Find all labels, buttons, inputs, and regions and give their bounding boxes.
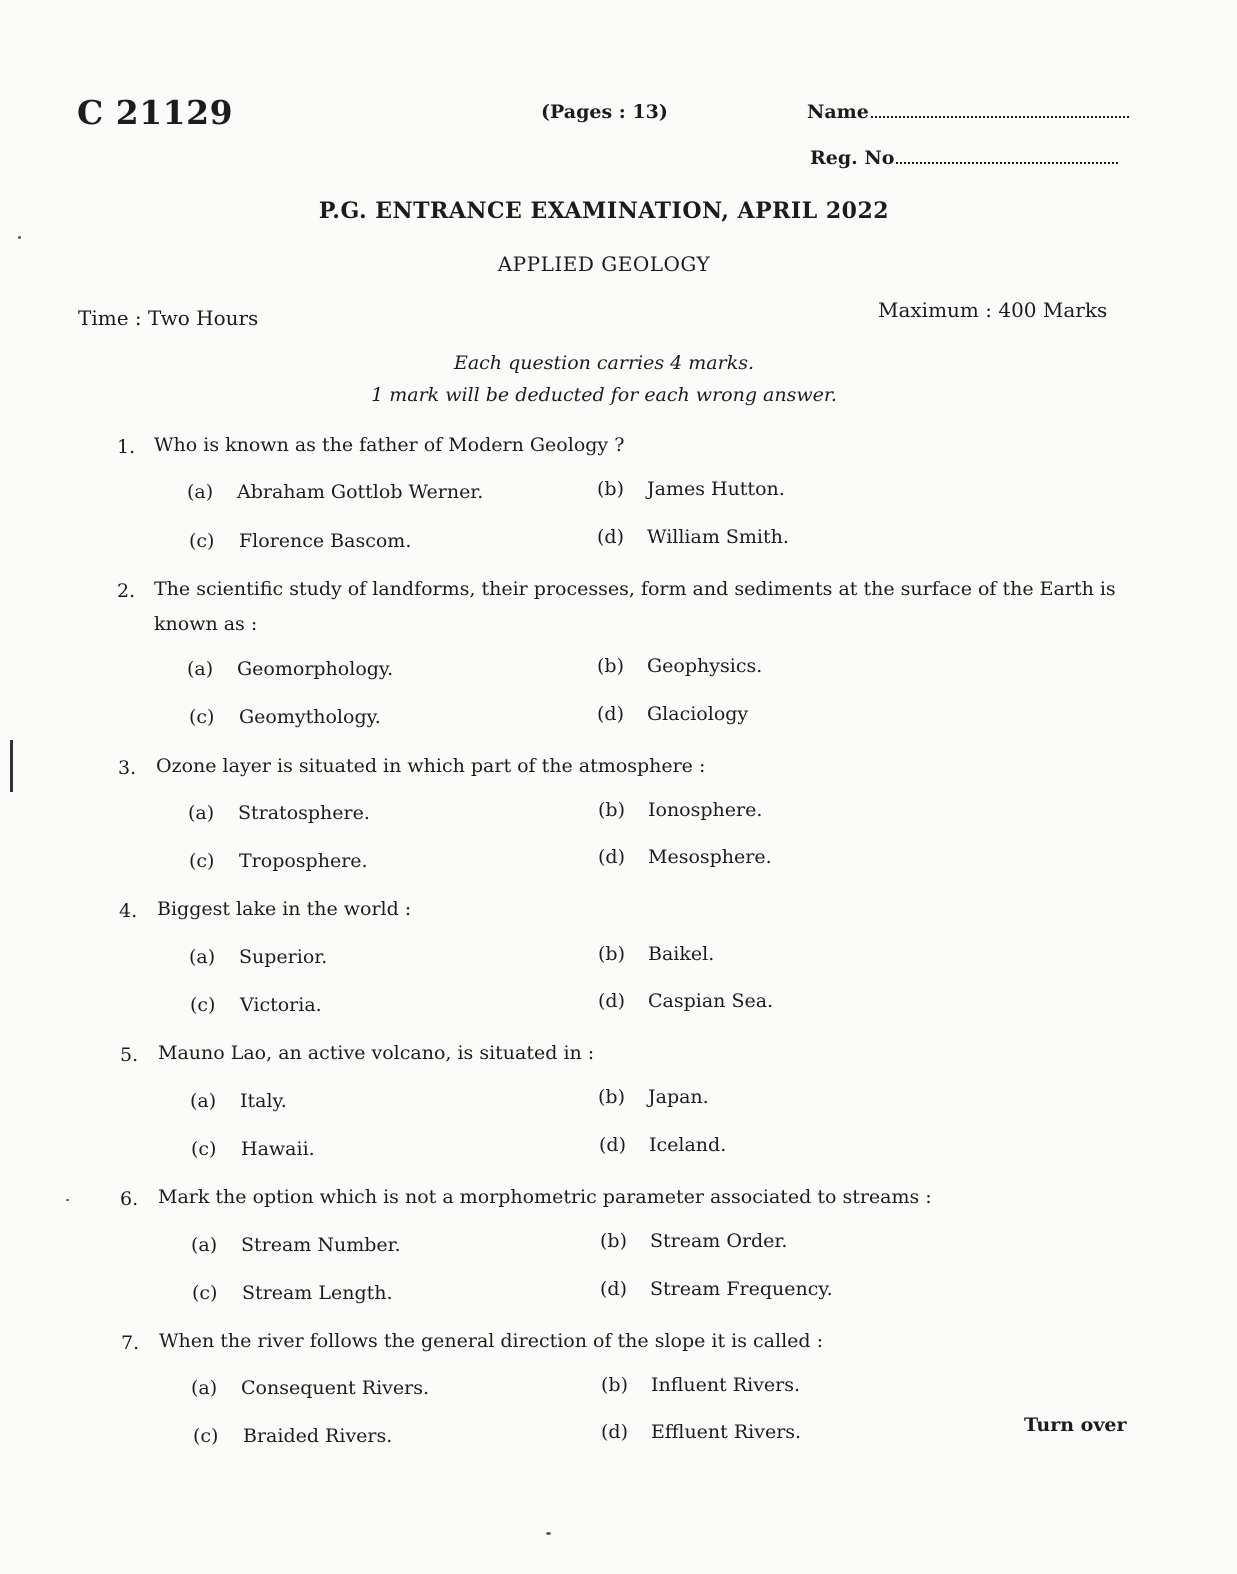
option-a <box>191 1377 429 1399</box>
option-text: Ionosphere. <box>648 799 763 821</box>
option-text: Troposphere. <box>239 850 368 872</box>
option-text: Stream Length. <box>242 1282 393 1304</box>
option-text: Geomorphology. <box>237 658 394 680</box>
option-c <box>189 530 411 552</box>
question-text: Who is known as the father of Modern Geology ? <box>154 434 625 456</box>
option-text: Victoria. <box>240 994 322 1016</box>
question-number: 4. <box>119 900 138 922</box>
option-b <box>597 655 762 677</box>
question-number: 7. <box>121 1332 140 1354</box>
question-text: Mark the option which is not a morphometric parameter associated to streams : <box>158 1186 932 1208</box>
option-label: (d) <box>597 703 624 725</box>
name-label: Name <box>807 101 869 123</box>
option-text: Abraham Gottlob Werner. <box>237 481 484 503</box>
option-d <box>597 526 789 548</box>
question-number: 2. <box>117 580 136 602</box>
option-c <box>189 850 368 872</box>
option-b <box>598 799 762 821</box>
question-text: Biggest lake in the world : <box>157 898 412 920</box>
option-text: Effluent Rivers. <box>651 1421 802 1443</box>
option-d <box>600 1278 833 1300</box>
option-text: James Hutton. <box>647 478 785 500</box>
option-label: (d) <box>597 526 624 548</box>
option-b <box>598 943 714 965</box>
option-label: (b) <box>601 1374 628 1396</box>
option-text: Geophysics. <box>647 655 763 677</box>
option-label: (c) <box>191 1138 217 1160</box>
option-label: (b) <box>598 799 625 821</box>
turn-over-note: Turn over <box>1024 1414 1127 1436</box>
question-text: The scientific study of landforms, their processes, form and sediments at the surface of the Earth is known as : <box>154 578 1116 635</box>
option-c <box>189 706 381 728</box>
option-text: Baikel. <box>648 943 715 965</box>
instruction-negative: 1 mark will be deducted for each wrong answer. <box>371 384 837 406</box>
instruction-marks: Each question carries 4 marks. <box>453 352 755 374</box>
option-a <box>187 658 393 680</box>
option-label: (c) <box>189 850 215 872</box>
option-d <box>599 1134 726 1156</box>
paper-code: C 21129 <box>77 93 234 132</box>
reg-no-dotted-line <box>896 162 1118 164</box>
option-label: (d) <box>599 1134 626 1156</box>
option-label: (b) <box>600 1230 627 1252</box>
name-dotted-line <box>871 116 1129 118</box>
option-text: Stream Frequency. <box>650 1278 833 1300</box>
option-label: (a) <box>191 1234 218 1256</box>
option-label: (a) <box>188 802 215 824</box>
option-c <box>191 1138 315 1160</box>
option-label: (b) <box>597 655 624 677</box>
max-marks: Maximum : 400 Marks <box>878 298 1108 322</box>
option-c <box>192 1282 393 1304</box>
option-label: (c) <box>189 530 215 552</box>
option-text: Stratosphere. <box>238 802 370 824</box>
option-label: (d) <box>598 846 625 868</box>
question-number: 3. <box>118 757 137 779</box>
option-a <box>189 946 327 968</box>
option-text: Stream Number. <box>241 1234 401 1256</box>
reg-no-label: Reg. No <box>810 147 895 169</box>
option-b <box>597 478 785 500</box>
exam-time: Time : Two Hours <box>78 306 259 330</box>
option-c <box>190 994 322 1016</box>
option-b <box>601 1374 800 1396</box>
option-label: (a) <box>187 658 214 680</box>
option-a <box>187 481 483 503</box>
option-d <box>601 1421 801 1443</box>
option-d <box>597 703 748 725</box>
option-text: Italy. <box>240 1090 287 1112</box>
margin-mark <box>10 740 13 792</box>
option-label: (d) <box>600 1278 627 1300</box>
option-text: Mesosphere. <box>648 846 772 868</box>
question-text: Ozone layer is situated in which part of the atmosphere : <box>156 755 706 777</box>
option-b <box>600 1230 787 1252</box>
option-label: (b) <box>597 478 624 500</box>
name-field <box>807 101 1129 123</box>
option-label: (a) <box>187 481 214 503</box>
option-b <box>598 1086 709 1108</box>
scan-speck <box>546 1532 551 1535</box>
option-a <box>188 802 370 824</box>
option-label: (d) <box>598 990 625 1012</box>
option-label: (a) <box>189 946 216 968</box>
option-text: Iceland. <box>649 1134 727 1156</box>
option-a <box>191 1234 401 1256</box>
option-text: Japan. <box>648 1086 709 1108</box>
option-d <box>598 846 772 868</box>
option-text: Geomythology. <box>239 706 381 728</box>
option-text: Consequent Rivers. <box>241 1377 429 1399</box>
option-text: Superior. <box>239 946 328 968</box>
option-d <box>598 990 773 1012</box>
page-count: (Pages : 13) <box>541 101 668 123</box>
option-text: Influent Rivers. <box>651 1374 801 1396</box>
option-label: (c) <box>190 994 216 1016</box>
option-text: William Smith. <box>647 526 789 548</box>
option-label: (a) <box>191 1377 218 1399</box>
option-a <box>190 1090 287 1112</box>
question-number: 6. <box>120 1188 139 1210</box>
option-label: (c) <box>192 1282 218 1304</box>
question-text: Mauno Lao, an active volcano, is situated in : <box>158 1042 595 1064</box>
exam-subject: APPLIED GEOLOGY <box>497 252 711 276</box>
option-label: (c) <box>189 706 215 728</box>
option-text: Hawaii. <box>241 1138 315 1160</box>
exam-title: P.G. ENTRANCE EXAMINATION, APRIL 2022 <box>318 198 890 224</box>
question-number: 1. <box>117 436 136 458</box>
option-text: Stream Order. <box>650 1230 788 1252</box>
option-label: (d) <box>601 1421 628 1443</box>
option-label: (a) <box>190 1090 217 1112</box>
question-text: When the river follows the general direction of the slope it is called : <box>159 1330 823 1352</box>
reg-no-field <box>810 147 1118 169</box>
scan-speck <box>66 1199 69 1201</box>
option-text: Florence Bascom. <box>239 530 412 552</box>
option-c <box>193 1425 392 1447</box>
question-number: 5. <box>120 1044 139 1066</box>
option-label: (b) <box>598 1086 625 1108</box>
option-label: (b) <box>598 943 625 965</box>
scan-speck <box>18 236 21 239</box>
option-text: Caspian Sea. <box>648 990 774 1012</box>
option-label: (c) <box>193 1425 219 1447</box>
option-text: Braided Rivers. <box>243 1425 393 1447</box>
option-text: Glaciology <box>647 703 749 725</box>
